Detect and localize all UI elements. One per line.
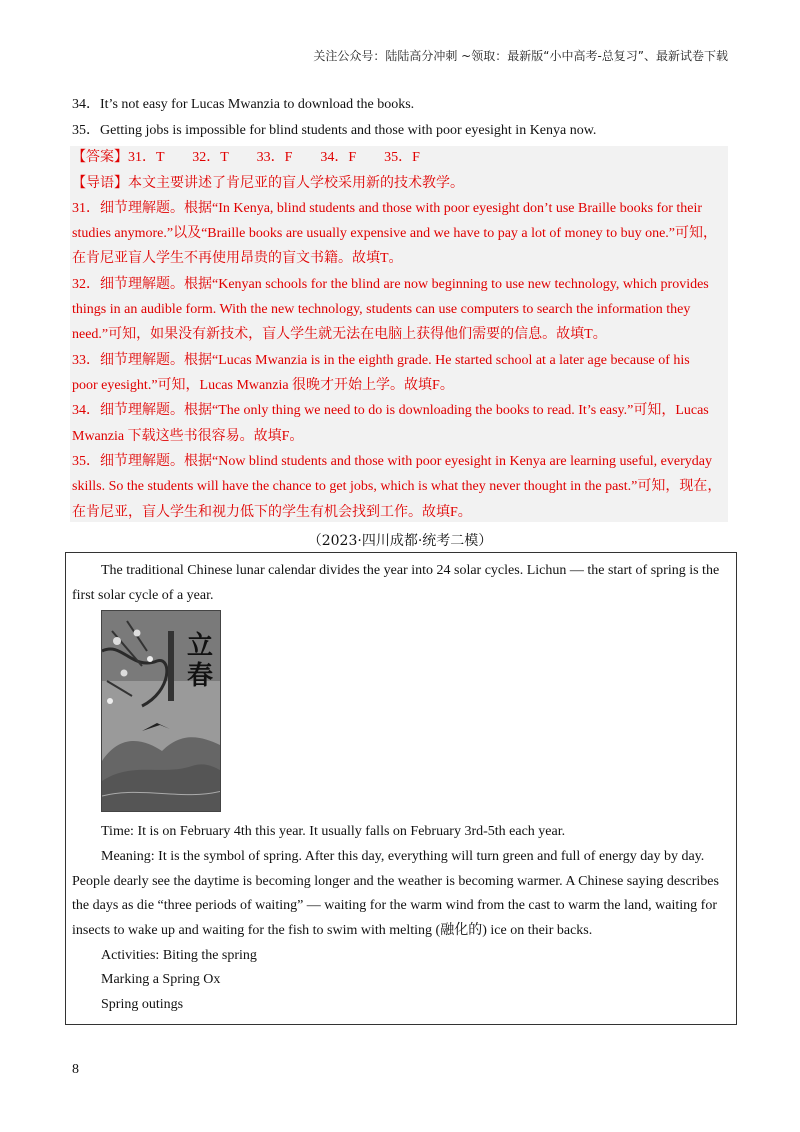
answer-line: poor eyesight.”可知，Lucas Mwanzia 很晚才开始上学。故填F。 bbox=[72, 378, 454, 393]
answer-line: 在肯尼亚，盲人学生和视力低下的学生有机会找到工作。故填F。 bbox=[72, 505, 472, 520]
passage-line: the days as die “three periods of waiting” — waiting for the warm wind from the cast to warm the land, waiting for bbox=[72, 898, 717, 913]
answer-line: 33．细节理解题。根据“Lucas Mwanzia is in the eighth grade. He started school at a later age because of his bbox=[72, 353, 690, 368]
answer-line: things in an audible form. With the new technology, students can use computers to search the information they bbox=[72, 302, 691, 317]
question-34: 34．It’s not easy for Lucas Mwanzia to download the books. bbox=[72, 97, 415, 112]
page-header: 关注公众号：陆陆高分冲刺 ~领取：最新版“小中高考-总复习”、最新试卷下载 bbox=[313, 49, 728, 63]
illustration-title: 立春 bbox=[186, 631, 213, 691]
passage-line: People dearly see the daytime is becoming longer and the weather is becoming warmer. A Chinese saying describes bbox=[72, 874, 719, 889]
lichun-illustration bbox=[101, 610, 221, 812]
answer-line: studies anymore.”以及“Braille books are usually expensive and we have to pay a lot of money to buy one.”可知， bbox=[72, 226, 717, 241]
answer-line: 34．细节理解题。根据“The only thing we need to do is downloading the books to read. It’s easy.”可知，Lucas bbox=[72, 403, 709, 418]
passage-activities: Activities: Biting the spring bbox=[101, 948, 257, 963]
answer-line: skills. So the students will have the chance to get jobs, which is what they never thought in the past.”可知，现在， bbox=[72, 479, 722, 494]
answer-line: 32．细节理解题。根据“Kenyan schools for the blind are now beginning to use new technology, which provides bbox=[72, 277, 709, 292]
passage-intro-line: first solar cycle of a year. bbox=[72, 588, 214, 603]
passage-line: insects to wake up and waiting for the fish to swim with melting (融化的) ice on their backs. bbox=[72, 923, 593, 938]
source-caption: （2023·四川成都·统考二模） bbox=[307, 533, 493, 549]
page-number: 8 bbox=[72, 1062, 79, 1077]
passage-activity-item: Marking a Spring Ox bbox=[101, 972, 221, 987]
answer-line: 31．细节理解题。根据“In Kenya, blind students and those with poor eyesight don’t use Braille books for their bbox=[72, 201, 703, 216]
answer-intro: 【导语】本文主要讲述了肯尼亚的盲人学校采用新的技术教学。 bbox=[72, 176, 464, 191]
passage-activity-item: Spring outings bbox=[101, 997, 184, 1012]
answer-line: 在肯尼亚盲人学生不再使用昂贵的盲文书籍。故填T。 bbox=[72, 251, 403, 266]
passage-time: Time: It is on February 4th this year. It usually falls on February 3rd-5th each year. bbox=[101, 824, 566, 839]
question-35: 35．Getting jobs is impossible for blind students and those with poor eyesight in Kenya now. bbox=[72, 123, 597, 138]
passage-intro-line: The traditional Chinese lunar calendar divides the year into 24 solar cycles. Lichun — the start of spring is the bbox=[101, 563, 720, 578]
passage-meaning: Meaning: It is the symbol of spring. After this day, everything will turn green and full of energy day by day. bbox=[101, 849, 705, 864]
answer-line: need.”可知，如果没有新技术，盲人学生就无法在电脑上获得他们需要的信息。故填T。 bbox=[72, 327, 607, 342]
answer-line: Mwanzia 下载这些书很容易。故填F。 bbox=[72, 429, 304, 444]
answer-line: 35．细节理解题。根据“Now blind students and those with poor eyesight in Kenya are learning useful, everyday bbox=[72, 454, 712, 469]
answer-key: 【答案】31．T 32．T 33．F 34．F 35．F bbox=[72, 150, 420, 165]
